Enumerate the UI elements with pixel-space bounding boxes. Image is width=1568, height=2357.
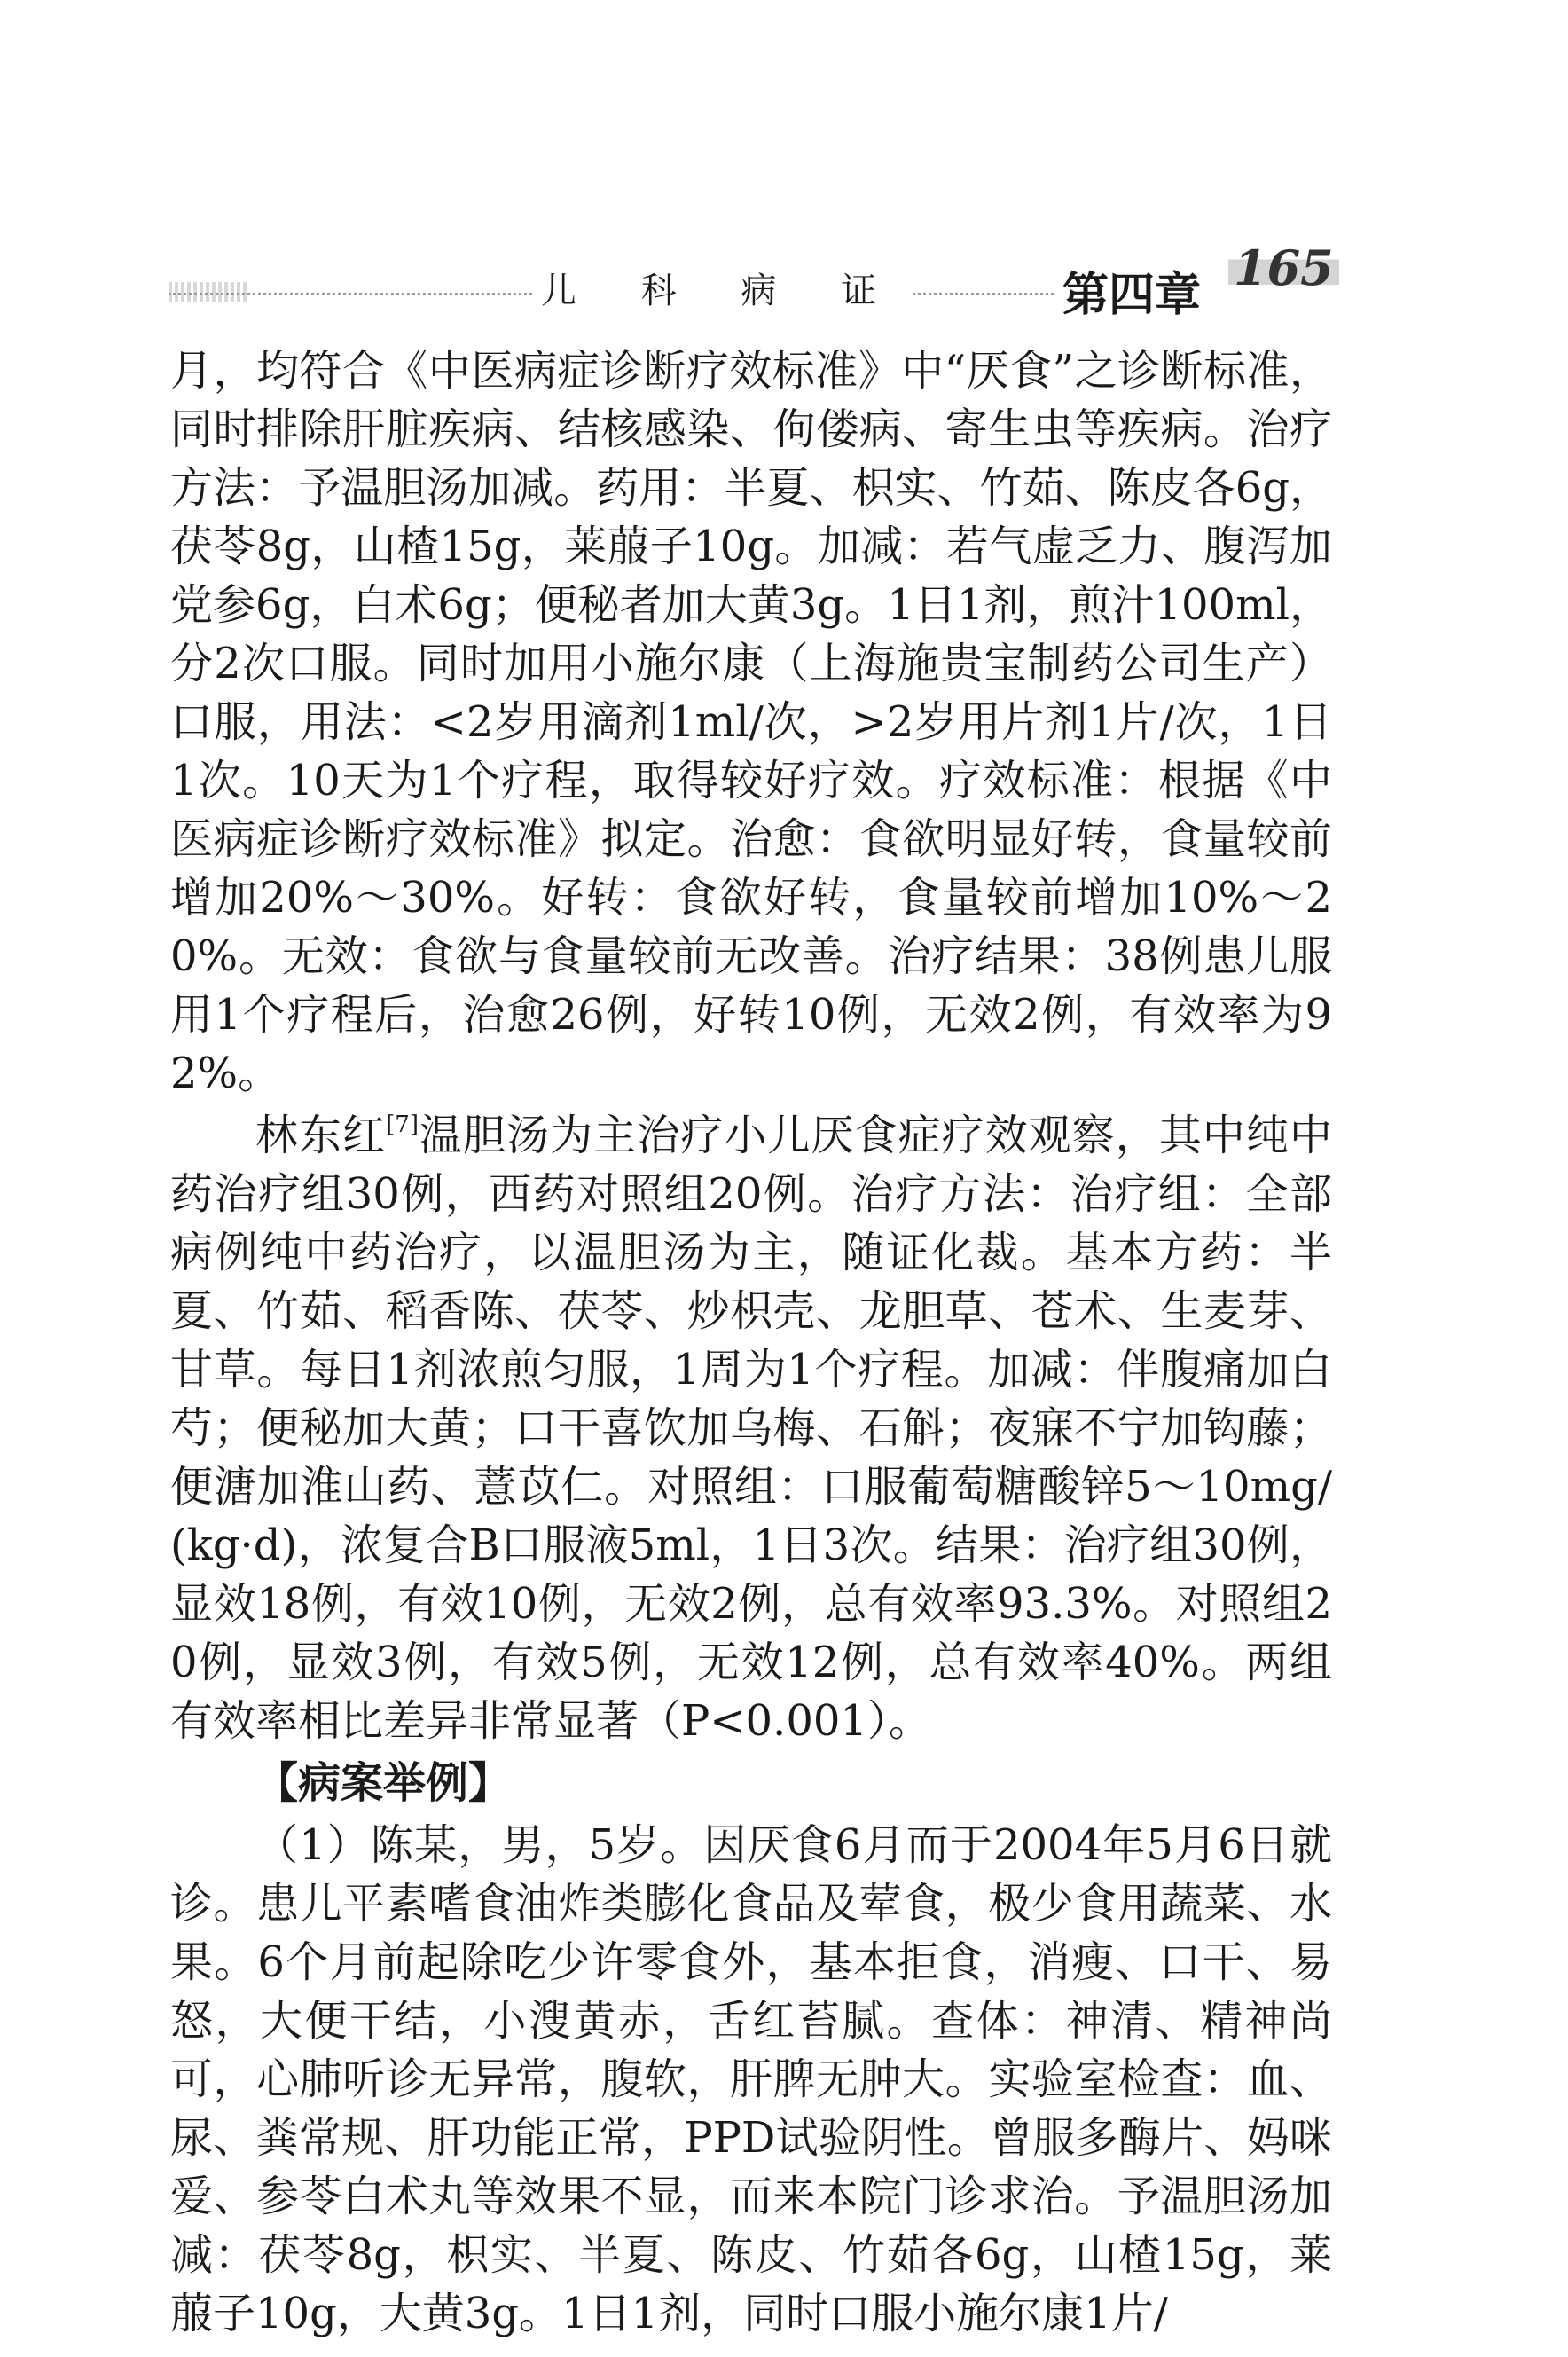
chapter-label: 第四章	[1055, 257, 1208, 324]
header-title: 儿 科 病 证	[532, 263, 912, 313]
reference-marker: [7]	[386, 1112, 419, 1138]
page-number: 165	[1228, 240, 1339, 296]
section-heading: 【病案举例】	[255, 1758, 512, 1808]
body-text	[170, 342, 1332, 2343]
running-header	[169, 240, 1334, 322]
header-decoration	[169, 282, 248, 302]
paragraph-lin-donghong	[170, 1106, 1332, 1750]
section-heading-paragraph	[170, 1754, 1332, 1812]
paragraph-text: 温胆汤为主治疗小儿厌食症疗效观察，其中纯中药治疗组30例，西药对照组20例。治疗方法：治疗组：全部病例纯中药治疗，以温胆汤为主，随证化裁。基本方药：半夏、竹茹、稻香陈、茯苓、炒枳壳、龙胆草、苍术、生麦芽、甘草。每日1剂浓煎匀服，1周为1个疗程。加减：伴腹痛加白芍；便秘加大黄；口干喜饮加乌梅、石斛；夜寐不宁加钩藤；便溏加淮山药、薏苡仁。对照组：口服葡萄糖酸锌5～10mg/(kg·d)，浓复合B口服液5ml，1日3次。结果：治疗组30例，显效18例，有效10例，无效2例，总有效率93.3%。对照组20例，显效3例，有效5例，无效12例，总有效率40%。两组有效率相比差异非常显著（P<0.001）。	[170, 1111, 1332, 1746]
paragraph-continued: 月，均符合《中医病症诊断疗效标准》中“厌食”之诊断标准，同时排除肝脏疾病、结核感染、佝偻病、寄生虫等疾病。治疗方法：予温胆汤加减。药用：半夏、枳实、竹茹、陈皮各6g，茯苓8g，山楂15g，莱菔子10g。加减：若气虚乏力、腹泻加党参6g，白术6g；便秘者加大黄3g。1日1剂，煎汁100ml，分2次口服。同时加用小施尔康（上海施贵宝制药公司生产）口服，用法：<2岁用滴剂1ml/次，>2岁用片剂1片/次，1日1次。10天为1个疗程，取得较好疗效。疗效标准：根据《中医病症诊断疗效标准》拟定。治愈：食欲明显好转，食量较前增加20%～30%。好转：食欲好转，食量较前增加10%～20%。无效：食欲与食量较前无改善。治疗结果：38例患儿服用1个疗程后，治愈26例，好转10例，无效2例，有效率为92%。	[170, 346, 1332, 1098]
author-name: 林东红	[255, 1111, 387, 1160]
case-example-1: （1）陈某，男，5岁。因厌食6月而于2004年5月6日就诊。患儿平素嗜食油炸类膨化食品及荤食，极少食用蔬菜、水果。6个月前起除吃少许零食外，基本拒食，消瘦、口干、易怒，大便干结，小溲黄赤，舌红苔腻。查体：神清、精神尚可，心肺听诊无异常，腹软，肝脾无肿大。实验室检查：血、尿、粪常规、肝功能正常，PPD试验阴性。曾服多酶片、妈咪爱、参苓白术丸等效果不显，而来本院门诊求治。予温胆汤加减：茯苓8g，枳实、半夏、陈皮、竹茹各6g，山楂15g，莱菔子10g，大黄3g。1日1剂，同时口服小施尔康1片/	[170, 1820, 1332, 2338]
